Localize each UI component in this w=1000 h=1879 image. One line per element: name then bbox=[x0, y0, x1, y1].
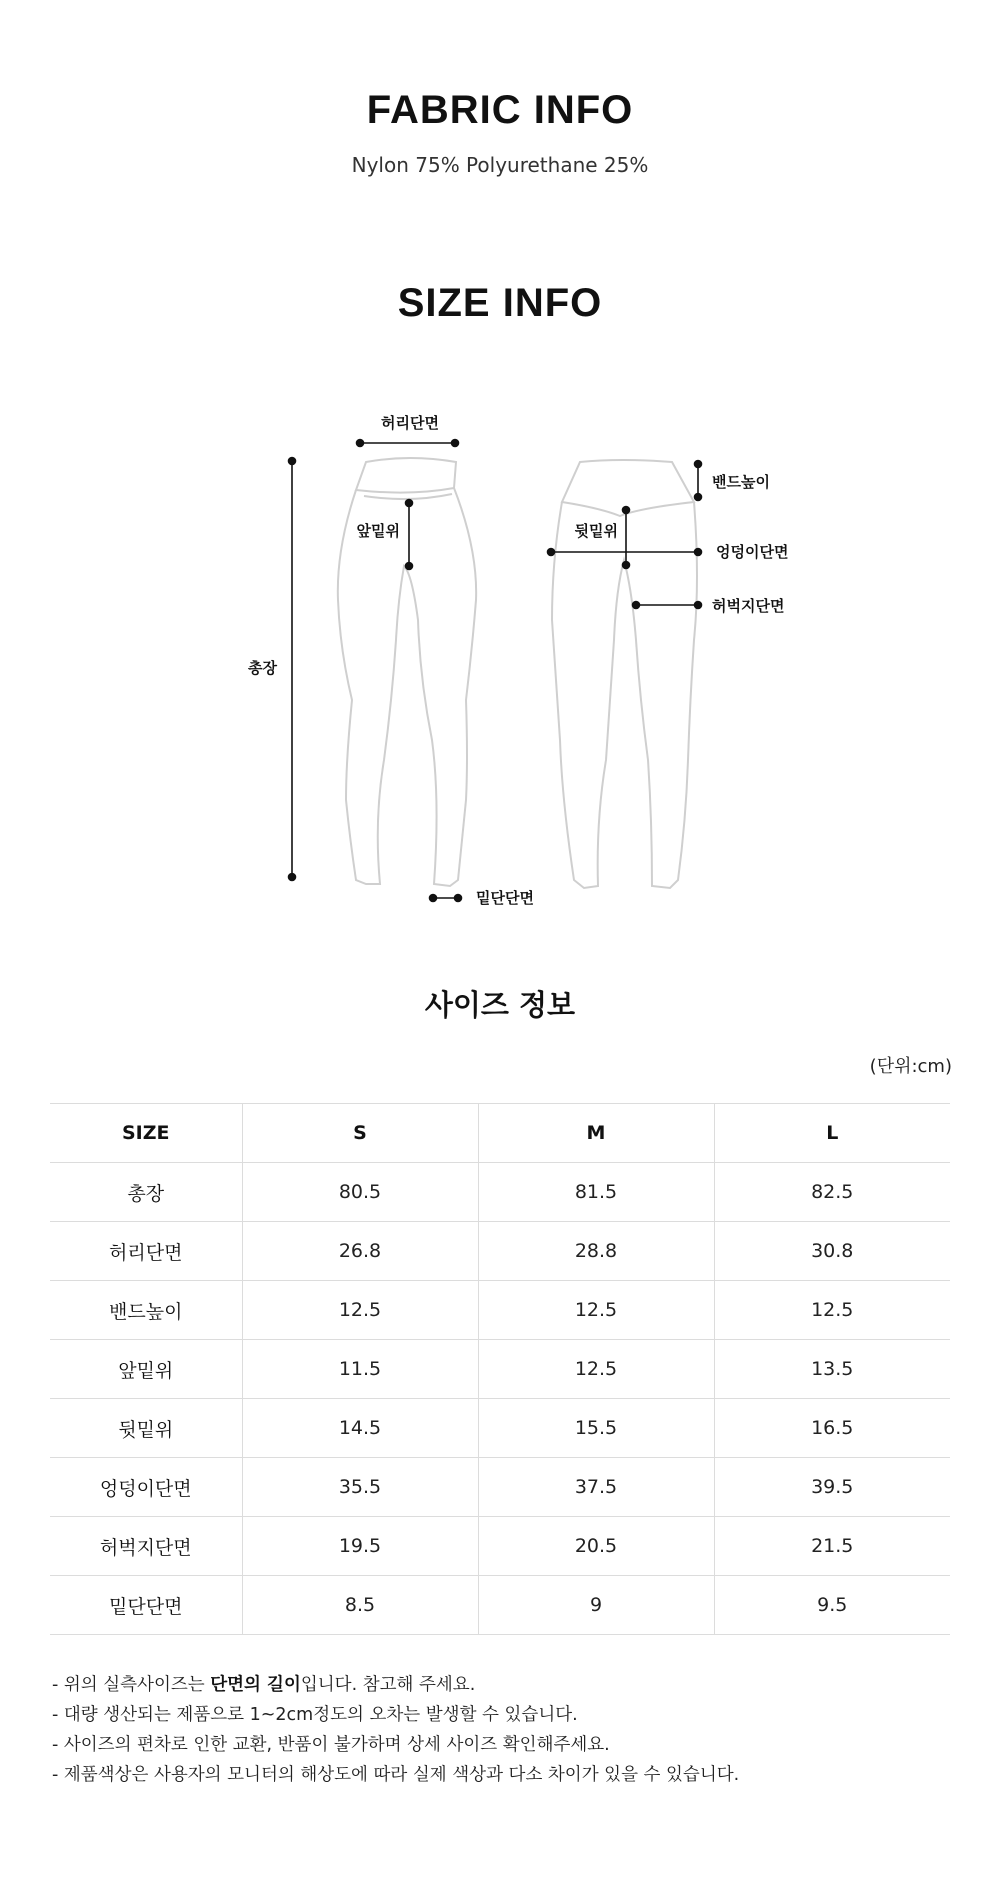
header-m: M bbox=[478, 1104, 714, 1163]
table-row bbox=[50, 1399, 950, 1458]
note-item: - 제품색상은 사용자의 모니터의 해상도에 따라 실제 색상과 다소 차이가 있을 수 있습니다. bbox=[52, 1765, 740, 1785]
size-table-title: 사이즈 정보 bbox=[424, 988, 576, 1022]
cell-l: 39.5 bbox=[714, 1458, 950, 1517]
table-row bbox=[50, 1458, 950, 1517]
fabric-info-title: FABRIC INFO bbox=[366, 88, 634, 132]
cell-m: 37.5 bbox=[478, 1458, 714, 1517]
cell-m: 9 bbox=[478, 1576, 714, 1635]
cell-m: 20.5 bbox=[478, 1517, 714, 1576]
cell-m: 28.8 bbox=[478, 1222, 714, 1281]
header-l: L bbox=[714, 1104, 950, 1163]
cell-l: 13.5 bbox=[714, 1340, 950, 1399]
cell-s: 19.5 bbox=[242, 1517, 478, 1576]
cell-l: 30.8 bbox=[714, 1222, 950, 1281]
note-item: - 위의 실측사이즈는 단면의 길이입니다. 참고해 주세요. bbox=[52, 1675, 476, 1695]
label-thigh: 허벅지단면 bbox=[712, 597, 785, 615]
cell-l: 16.5 bbox=[714, 1399, 950, 1458]
label-back-rise: 뒷밑위 bbox=[574, 522, 618, 540]
cell-l: 9.5 bbox=[714, 1576, 950, 1635]
cell-l: 21.5 bbox=[714, 1517, 950, 1576]
cell-s: 26.8 bbox=[242, 1222, 478, 1281]
cell-s: 35.5 bbox=[242, 1458, 478, 1517]
note-item: - 대량 생산되는 제품으로 1~2cm정도의 오차는 발생할 수 있습니다. bbox=[52, 1705, 578, 1725]
row-label: 뒷밑위 bbox=[50, 1399, 242, 1458]
size-table bbox=[50, 1103, 950, 1635]
size-notes bbox=[52, 1670, 739, 1790]
header-s: S bbox=[242, 1104, 478, 1163]
table-header-row bbox=[50, 1104, 950, 1163]
cell-m: 81.5 bbox=[478, 1163, 714, 1222]
size-info-title: SIZE INFO bbox=[397, 281, 603, 325]
table-row bbox=[50, 1281, 950, 1340]
label-hip: 엉덩이단면 bbox=[716, 543, 789, 561]
fabric-composition: Nylon 75% Polyurethane 25% bbox=[351, 153, 649, 177]
row-label: 허벅지단면 bbox=[50, 1517, 242, 1576]
label-band-height: 밴드높이 bbox=[712, 473, 770, 491]
cell-s: 8.5 bbox=[242, 1576, 478, 1635]
cell-s: 80.5 bbox=[242, 1163, 478, 1222]
row-label: 앞밑위 bbox=[50, 1340, 242, 1399]
note-item: - 사이즈의 편차로 인한 교환, 반품이 불가하며 상세 사이즈 확인해주세요. bbox=[52, 1735, 610, 1755]
row-label: 밑단단면 bbox=[50, 1576, 242, 1635]
label-hem: 밑단단면 bbox=[476, 889, 534, 907]
cell-s: 14.5 bbox=[242, 1399, 478, 1458]
cell-l: 82.5 bbox=[714, 1163, 950, 1222]
cell-m: 15.5 bbox=[478, 1399, 714, 1458]
row-label: 총장 bbox=[50, 1163, 242, 1222]
row-label: 밴드높이 bbox=[50, 1281, 242, 1340]
cell-s: 12.5 bbox=[242, 1281, 478, 1340]
cell-m: 12.5 bbox=[478, 1340, 714, 1399]
cell-l: 12.5 bbox=[714, 1281, 950, 1340]
row-label: 허리단면 bbox=[50, 1222, 242, 1281]
header-size: SIZE bbox=[50, 1104, 242, 1163]
label-front-rise: 앞밑위 bbox=[356, 522, 400, 540]
label-waist: 허리단면 bbox=[381, 414, 439, 432]
cell-m: 12.5 bbox=[478, 1281, 714, 1340]
table-row bbox=[50, 1163, 950, 1222]
label-total-length: 총장 bbox=[248, 659, 277, 677]
cell-s: 11.5 bbox=[242, 1340, 478, 1399]
leggings-measurement-diagram bbox=[0, 400, 1000, 920]
table-row bbox=[50, 1517, 950, 1576]
unit-label: (단위:cm) bbox=[869, 1056, 952, 1077]
table-row bbox=[50, 1576, 950, 1635]
row-label: 엉덩이단면 bbox=[50, 1458, 242, 1517]
table-row bbox=[50, 1340, 950, 1399]
table-row bbox=[50, 1222, 950, 1281]
